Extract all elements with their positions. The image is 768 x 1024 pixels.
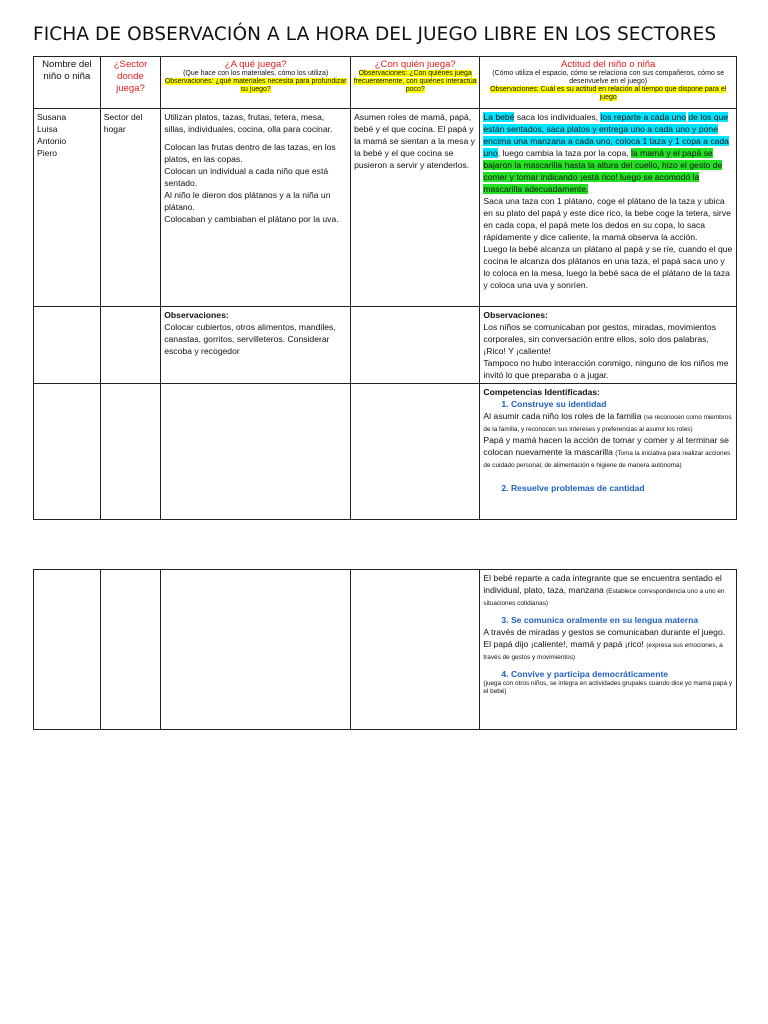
competencia-note: (Toma la iniciativa para realizar acciones de cuidado personal, de alimentación e higiene de manera autónoma) — [483, 450, 731, 469]
table-row — [34, 570, 737, 730]
header-con-quien-label: ¿Con quién juega? — [374, 59, 456, 70]
juega-text: Al niño le dieron dos plátanos y a la niña un plátano. — [164, 190, 331, 212]
header-name — [34, 57, 101, 109]
obs-title: Observaciones: — [483, 310, 548, 320]
juega-text: Colocan un individual a cada niño que está sentado. — [164, 166, 329, 188]
sector-cell — [100, 109, 160, 307]
table-row — [34, 307, 737, 384]
header-actitud-sub: (Cómo utiliza el espacio, cómo se relaciona con sus compañeros, cómo se desenvuelve en el juego) — [492, 70, 725, 85]
observation-table — [33, 56, 737, 520]
header-que-juega-sub: (Que hace con los materiales, cómo los utiliza) — [183, 70, 329, 77]
que-juega-cell — [161, 109, 351, 307]
header-con-quien-obs: Observaciones: ¿Con quiénes juega frecuentemente, con quiénes interactúa poco? — [353, 70, 477, 93]
juega-text: Colocan las frutas dentro de las tazas, en los platos, en las copas. — [164, 142, 336, 164]
header-sector-label: ¿Sector donde juega? — [113, 59, 148, 94]
table-row — [34, 384, 737, 520]
header-con-quien — [351, 57, 480, 109]
header-actitud-label: Actitud del niño o niña — [560, 59, 656, 70]
child-name: Susana — [37, 112, 67, 122]
document-title: FICHA DE OBSERVACIÓN A LA HORA DEL JUEGO LIBRE EN LOS SECTORES — [33, 24, 717, 45]
header-que-juega — [161, 57, 351, 109]
sector-text: Sector del hogar — [103, 112, 143, 134]
actitud-obs-text: Los niños se comunicaban por gestos, miradas, movimientos corporales, sin conversación entre ellos, solo dos palabras, ¡Rico! Y ¡caliente! — [483, 322, 717, 356]
table-row — [34, 109, 737, 307]
actitud-cell — [480, 109, 737, 307]
materiales-obs-text: Colocar cubiertos, otros alimentos, mandiles, canastas, gorritos, servilleteros. Considerar escoba y recogedor — [164, 322, 336, 356]
actitud-paragraph: La bebé saca los individuales, los reparte a cada uno de los que están sentados, saca platos y entrega uno a cada uno y pone encima una manzana a cada uno, coloca 1 taza y 1 copa a cada uno, luego cambia la taza por la copa, la mamá y el papá se bajaron la mascarilla hasta la altura del cuello, hizo el gesto de comer y tomar indicando ¡está rico! luego se acomodó la mascarilla adecuadamente. — [483, 112, 729, 194]
header-que-juega-label: ¿A qué juega? — [224, 59, 287, 70]
actitud-paragraph: Saca una taza con 1 plátano, coge el plátano de la taza y ubica en su plato del papá y este dice rico, la bebe coge la tetera, sirve en cada copa, el papá mete los dedos en su copa, lo saca rápidamente y dice caliente, la mamá observa la acción. — [483, 196, 731, 242]
con-quien-text: Asumen roles de mamá, papá, bebé y el que cocina. El papá y la mamá se sientan a la mesa y la bebé y el que cocina se pusieron a servir y atenderlos. — [354, 112, 475, 170]
header-name-label: Nombre del niño o niña — [42, 59, 92, 82]
competencia-note: (juega con otros niños, se integra en actividades grupales cuando dice yo mamá papá y el bebé) — [483, 680, 733, 695]
competencia-note: (se reconocen como miembros de la familia, y reconocen sus intereses y preferencias al asumir los roles) — [483, 414, 732, 433]
names-cell — [34, 109, 101, 307]
obs-title: Observaciones: — [164, 310, 229, 320]
observation-table-continued — [33, 569, 737, 730]
competencia-text: Papá y mamá hacen la acción de tomar y comer y al terminar se colocan nuevamente la mascarilla — [483, 435, 729, 457]
header-actitud — [480, 57, 737, 109]
competencia-note: (expresa sus emociones, a través de gestos y movimientos) — [483, 642, 723, 661]
con-quien-cell — [351, 109, 480, 307]
competencia-text: El bebé reparte a cada integrante que se encuentra sentado el individual, plato, taza, manzana — [483, 573, 722, 595]
actitud-obs-text: Tampoco no hubo interacción conmigo, ninguno de los niños me invitó lo que preparaba o a jugar. — [483, 358, 729, 380]
competencias-cell-continued — [480, 570, 737, 730]
competencia-heading: 3. Se comunica oralmente en su lengua materna — [501, 615, 699, 625]
competencia-note: (Establece correspondencia uno a uno en situaciones cotidianas) — [483, 588, 725, 607]
child-name: Piero — [37, 148, 58, 158]
header-sector — [100, 57, 160, 109]
competencia-heading: 2. Resuelve problemas de cantidad — [501, 483, 645, 493]
competencia-text: A través de miradas y gestos se comunicaban durante el juego. El papá dijo ¡caliente!, mamá y papá ¡rico! — [483, 627, 726, 649]
competencias-cell — [480, 384, 737, 520]
header-row — [34, 57, 737, 109]
header-actitud-obs: Observaciones: Cuál es su actitud en relación al tiempo que dispone para el juego — [490, 86, 727, 101]
materiales-obs-cell — [161, 307, 351, 384]
juega-text: Colocaban y cambiaban el plátano por la uva. — [164, 214, 339, 224]
header-que-juega-obs: Observaciones: ¿qué materiales necesita para profundizar su juego? — [164, 78, 347, 93]
actitud-paragraph: Luego la bebé alcanza un plátano al papá y se ríe, cuando el que cocina le alcanza dos plátanos en una taza, el papá saca uno y lo coloca en la mesa, luego la bebé saca de el plátano de la taza y coloca una uva y sonríen. — [483, 244, 733, 290]
competencia-heading: 1. Construye su identidad — [501, 399, 607, 409]
actitud-obs-cell — [480, 307, 737, 384]
competencia-text: Al asumir cada niño los roles de la familia — [483, 411, 642, 421]
competencias-title: Competencias Identificadas: — [483, 387, 600, 397]
child-name: Luisa — [37, 124, 58, 134]
juega-text: Utilizan platos, tazas, frutas, tetera, mesa, sillas, individuales, cocina, olla para cocinar. — [164, 112, 333, 134]
competencia-heading: 4. Convive y participa democráticamente — [501, 669, 669, 679]
child-name: Antonio — [37, 136, 67, 146]
